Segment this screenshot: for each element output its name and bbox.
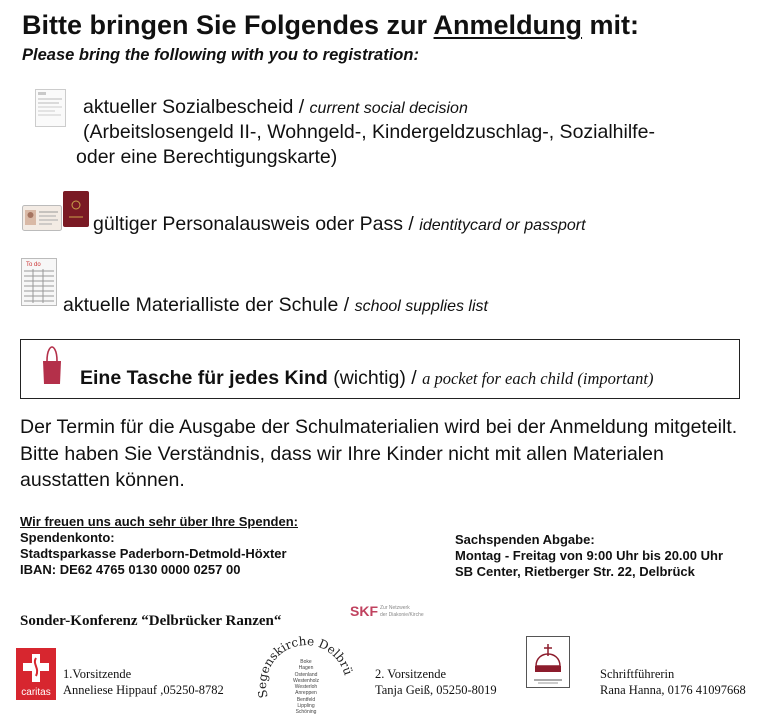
donation-iban: IBAN: DE62 4765 0130 0000 0257 00 xyxy=(20,562,241,577)
contact-2-role: 2. Vorsitzende xyxy=(375,667,447,681)
contact-1-name: Anneliese Hippauf ,05250-8782 xyxy=(63,683,224,697)
caritas-logo xyxy=(16,648,56,700)
goods-address: SB Center, Rietberger Str. 22, Delbrück xyxy=(455,564,695,579)
id-card-icon xyxy=(22,205,62,236)
document-icon xyxy=(35,89,66,127)
contact-3-role: Schriftführerin xyxy=(600,667,675,681)
church-stamp-places: Boke Hagen Ostenland Westenholz Westerloh Anreppen Bentfeld Lippling Schöning xyxy=(292,659,320,716)
skf-logo-line2: der Diakonie/Kirche xyxy=(380,612,424,618)
item-social-decision: aktueller Sozialbescheid / current social decision xyxy=(83,96,468,118)
title-underlined-word: Anmeldung xyxy=(433,10,583,40)
goods-hours: Montag - Freitag von 9:00 Uhr bis 20.00 Uhr xyxy=(455,548,723,563)
conference-name: Sonder-Konferenz “Delbrücker Ranzen“ xyxy=(20,613,282,629)
caritas-wordmark: caritas xyxy=(21,687,51,698)
skf-logo xyxy=(350,603,424,623)
donation-bank: Stadtsparkasse Paderborn-Detmold-Höxter xyxy=(20,546,287,561)
church-stamp xyxy=(256,633,356,716)
contact-2-name: Tanja Geiß, 05250-8019 xyxy=(375,683,497,697)
item-id-card: gültiger Personalausweis oder Pass / identitycard or passport xyxy=(93,213,586,235)
contact-1-role: 1.Vorsitzende xyxy=(63,667,132,681)
caritas-flame-icon xyxy=(16,648,56,688)
item-supplies-list: aktuelle Materialliste der Schule / school supplies list xyxy=(63,294,488,316)
item-social-decision-detail-2: oder eine Berechtigungskarte) xyxy=(76,146,338,168)
supplies-list-icon xyxy=(21,258,57,311)
church-emblem-logo xyxy=(526,636,570,693)
contact-3-name: Rana Hanna, 0176 41097668 xyxy=(600,683,746,697)
goods-heading: Sachspenden Abgabe: xyxy=(455,532,595,547)
bag-icon xyxy=(40,345,64,390)
item-social-decision-detail: (Arbeitslosengeld II-, Wohngeld-, Kindergeldzuschlag-, Sozialhilfe- xyxy=(83,121,655,143)
donation-account-label: Spendenkonto: xyxy=(20,530,115,545)
skf-logo-line1: Zur Netzwerk xyxy=(380,605,410,611)
bag-notice-text: Eine Tasche für jedes Kind (wichtig) / a pocket for each child (important) xyxy=(80,367,654,389)
page-title: Bitte bringen Sie Folgendes zur Anmeldung mit: xyxy=(22,10,640,40)
church-stamp-name: Segenskirche Delbrü xyxy=(256,634,356,700)
skf-logo-abbr: SKF xyxy=(350,603,378,619)
passport-icon xyxy=(63,191,89,232)
page-subtitle: Please bring the following with you to registration: xyxy=(22,46,419,64)
distribution-note: Der Termin für die Ausgabe der Schulmaterialien wird bei der Anmeldung mitgeteilt. Bitte haben Sie Verständnis, dass wir Ihre Kinder nicht mit allen Materialen ausstatten können. xyxy=(20,416,738,491)
svg-text:To do: To do xyxy=(26,262,41,268)
donation-heading: Wir freuen uns auch sehr über Ihre Spenden: xyxy=(20,514,298,529)
